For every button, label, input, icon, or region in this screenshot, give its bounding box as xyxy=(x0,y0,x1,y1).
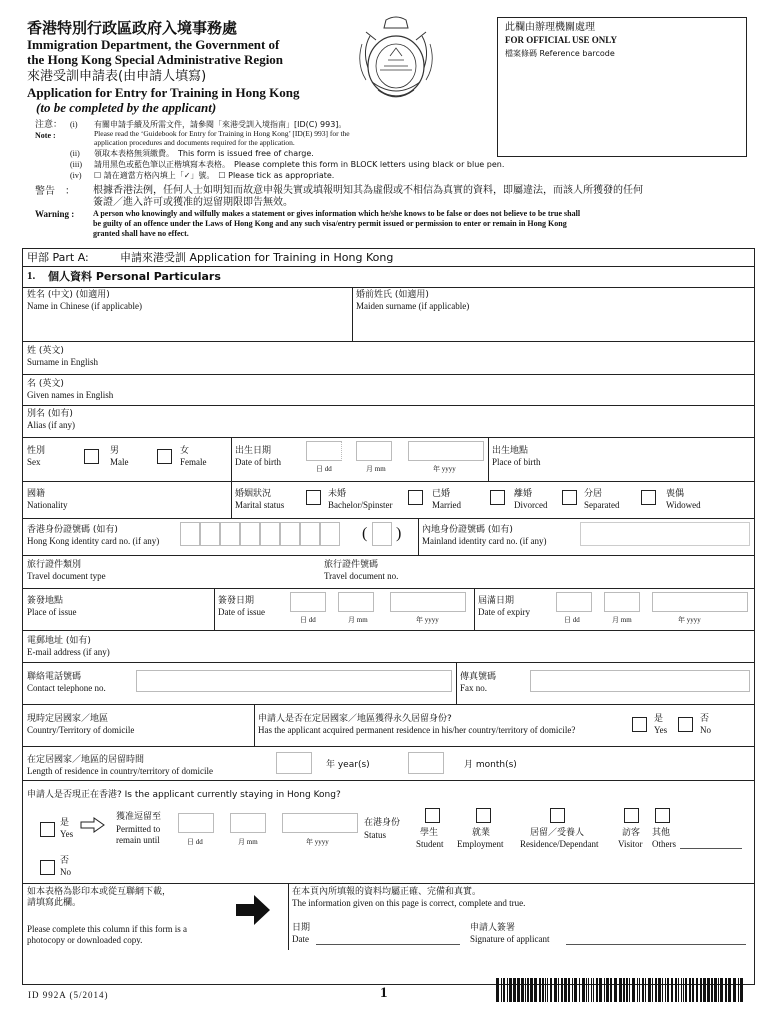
male-label-en: Male xyxy=(110,457,129,467)
doe-label-zh: 屆滿日期 xyxy=(478,596,515,606)
marital-married-checkbox[interactable] xyxy=(408,490,423,505)
len-label-en: Length of residence in country/territory of domicile xyxy=(27,766,213,776)
note-i-num: (i) xyxy=(70,120,78,129)
note-ii: 領取本表格無須繳費。 This form is issued free of charge. xyxy=(94,149,314,158)
status-others-checkbox[interactable] xyxy=(655,808,670,823)
note-iv: ☐ 請在適當方格內填上「✓」號。 ☐ Please tick as appropriate. xyxy=(94,171,335,180)
given-label-en: Given names in English xyxy=(27,390,114,400)
doi-yyyy-label: 年 yyyy xyxy=(416,616,439,624)
declaration-en: The information given on this page is correct, complete and true. xyxy=(292,898,526,908)
dob-year-box[interactable] xyxy=(408,441,484,461)
dom-label-en: Country/Territory of domicile xyxy=(27,725,135,735)
marital-label-en: Marital status xyxy=(235,500,285,510)
maiden-label-zh: 婚前姓氏 (如適用) xyxy=(356,290,429,300)
stay-yes-en: Yes xyxy=(60,829,74,839)
maiden-label-en: Maiden surname (if applicable) xyxy=(356,301,470,311)
status-residence-checkbox[interactable] xyxy=(550,808,565,823)
dob-month-box[interactable] xyxy=(356,441,392,461)
surname-label-en: Surname in English xyxy=(27,357,98,367)
section-1-title: 個人資料 Personal Particulars xyxy=(48,270,221,283)
separated-label-en: Separated xyxy=(584,500,620,510)
signature-label-zh: 申請人簽署 xyxy=(470,923,516,933)
signature-line[interactable] xyxy=(566,944,746,945)
name-chinese-field[interactable] xyxy=(26,312,350,340)
hksar-emblem xyxy=(356,14,436,110)
arrow-right-icon xyxy=(80,817,106,833)
perm-q-zh: 申請人是否在定居國家／地區獲得永久居留身份? xyxy=(258,714,452,724)
married-label-zh: 已婚 xyxy=(432,489,451,499)
stay-yes-checkbox[interactable] xyxy=(40,822,55,837)
others-zh: 其他 xyxy=(652,828,671,838)
widowed-label-en: Widowed xyxy=(666,500,701,510)
residence-years-box[interactable] xyxy=(276,752,312,774)
stay-no-checkbox[interactable] xyxy=(40,860,55,875)
male-label-zh: 男 xyxy=(110,446,120,456)
fax-label-en: Fax no. xyxy=(460,683,487,693)
dob-label-zh: 出生日期 xyxy=(235,446,272,456)
residence-zh: 居留／受養人 xyxy=(530,828,585,838)
doe-yyyy-label: 年 yyyy xyxy=(678,616,701,624)
mlid-label-zh: 內地身份證號碼 (如有) xyxy=(422,525,513,535)
note-i-en-2: application procedures and documents required for the application. xyxy=(94,138,295,147)
given-label-zh: 名 (英文) xyxy=(27,379,64,389)
dom-label-zh: 現時定居國家／地區 xyxy=(27,714,109,724)
dept-title-zh: 香港特別行政區政府入境事務處 xyxy=(27,19,238,37)
part-a-title: 申請來港受訓 Application for Training in Hong Kong xyxy=(120,251,394,264)
employment-zh: 就業 xyxy=(472,828,491,838)
note-i-en-1: Please read the ‘Guidebook for Entry for Training in Hong Kong’ [ID(E) 993] for the xyxy=(94,129,350,138)
status-employment-checkbox[interactable] xyxy=(476,808,491,823)
divorced-label-zh: 離婚 xyxy=(514,489,533,499)
doe-day-box[interactable] xyxy=(556,592,592,612)
signature-label-en: Signature of applicant xyxy=(470,934,550,944)
part-a-title-label: 甲部 Part A: xyxy=(27,251,89,264)
alias-label-en: Alias (if any) xyxy=(27,420,75,430)
nationality-field[interactable] xyxy=(90,486,228,516)
travel-doc-type-field[interactable] xyxy=(120,558,316,586)
permit-zh: 獲准逗留至 xyxy=(116,812,162,822)
fax-boxes[interactable] xyxy=(530,670,750,692)
permit-yyyy-label: 年 yyyy xyxy=(306,838,329,846)
single-label-zh: 未婚 xyxy=(328,489,347,499)
tdtype-label-en: Travel document type xyxy=(27,571,106,581)
doi-year-box[interactable] xyxy=(390,592,466,612)
female-label-en: Female xyxy=(180,457,207,467)
place-of-birth-field[interactable] xyxy=(555,441,751,477)
stay-question: 申請人是否現正在香港? Is the applicant currently staying in Hong Kong? xyxy=(27,790,341,800)
pob-label-zh: 出生地點 xyxy=(492,446,529,456)
sex-female-checkbox[interactable] xyxy=(157,449,172,464)
note-iii: 請用黑色或藍色筆以正楷填寫本表格。 Please complete this form in BLOCK letters using black or blue pen. xyxy=(94,160,505,169)
dob-day-box[interactable] xyxy=(306,441,342,461)
status-zh: 在港身份 xyxy=(364,818,401,828)
doe-mm-label: 月 mm xyxy=(612,616,632,624)
sex-male-checkbox[interactable] xyxy=(84,449,99,464)
stay-yes-zh: 是 xyxy=(60,818,70,828)
permit-dd-label: 日 dd xyxy=(187,838,203,846)
name-zh-label-zh: 姓名 (中文) (如適用) xyxy=(27,290,110,300)
maiden-surname-field[interactable] xyxy=(356,312,752,340)
doi-label-zh: 簽發日期 xyxy=(218,596,255,606)
marital-label-zh: 婚姻狀況 xyxy=(235,489,272,499)
marital-widowed-checkbox[interactable] xyxy=(641,490,656,505)
poi-label-en: Place of issue xyxy=(27,607,77,617)
copy-note-zh-2: 請填寫此欄。 xyxy=(27,898,82,908)
tel-label-en: Contact telephone no. xyxy=(27,683,106,693)
marital-separated-checkbox[interactable] xyxy=(562,490,577,505)
doi-dd-label: 日 dd xyxy=(300,616,316,624)
copy-note-en-1: Please complete this column if this form is a xyxy=(27,924,187,934)
warning-en-3: granted shall have no effect. xyxy=(93,229,189,238)
name-zh-label-en: Name in Chinese (if applicable) xyxy=(27,301,142,311)
marital-divorced-checkbox[interactable] xyxy=(490,490,505,505)
employment-en: Employment xyxy=(457,839,504,849)
page-number: 1 xyxy=(380,985,388,1001)
given-names-field[interactable] xyxy=(120,377,750,405)
section-1-number: 1. xyxy=(27,270,36,282)
permit-day-box[interactable] xyxy=(178,813,214,833)
warning-en-2: be guilty of an offence under the Laws of Hong Kong and any such visa/entry permit issued or permission to enter or remain in Hong Kong xyxy=(93,219,567,228)
official-use-en: FOR OFFICIAL USE ONLY xyxy=(505,35,617,45)
years-label: 年 year(s) xyxy=(326,760,370,770)
doi-month-box[interactable] xyxy=(338,592,374,612)
declaration-zh: 在本頁內所填報的資料均屬正確、完備和真實。 xyxy=(292,887,482,897)
email-label-zh: 電郵地址 (如有) xyxy=(27,636,91,646)
divorced-label-en: Divorced xyxy=(514,500,548,510)
doi-mm-label: 月 mm xyxy=(348,616,368,624)
pob-label-en: Place of birth xyxy=(492,457,541,467)
place-of-issue-field[interactable] xyxy=(90,592,212,626)
visitor-en: Visitor xyxy=(618,839,643,849)
sex-label-en: Sex xyxy=(27,457,41,467)
warning-label-zh: 警告 ： xyxy=(35,186,75,197)
doi-label-en: Date of issue xyxy=(218,607,265,617)
tel-label-zh: 聯絡電話號碼 xyxy=(27,672,82,682)
len-label-zh: 在定居國家／地區的居留時間 xyxy=(27,755,145,765)
note-ii-num: (ii) xyxy=(70,149,80,158)
student-en: Student xyxy=(416,839,444,849)
residence-months-box[interactable] xyxy=(408,752,444,774)
note-iii-num: (iii) xyxy=(70,160,82,169)
months-label: 月 month(s) xyxy=(464,760,517,770)
married-label-en: Married xyxy=(432,500,461,510)
email-label-en: E-mail address (if any) xyxy=(27,647,110,657)
tdno-label-en: Travel document no. xyxy=(324,571,399,581)
fax-label-zh: 傳真號碼 xyxy=(460,672,497,682)
form-title-zh: 來港受訓申請表(由申請人填寫) xyxy=(27,69,207,84)
doe-label-en: Date of expiry xyxy=(478,607,530,617)
permit-mm-label: 月 mm xyxy=(238,838,258,846)
separated-label-zh: 分居 xyxy=(584,489,603,499)
form-title-en: Application for Entry for Training in Hong Kong xyxy=(27,85,300,100)
status-student-checkbox[interactable] xyxy=(425,808,440,823)
tdno-label-zh: 旅行證件號碼 xyxy=(324,560,379,570)
others-specify-line[interactable] xyxy=(680,848,742,849)
doe-month-box[interactable] xyxy=(604,592,640,612)
note-iv-num: (iv) xyxy=(70,171,82,180)
stay-no-en: No xyxy=(60,867,71,877)
stay-no-zh: 否 xyxy=(60,856,70,866)
warning-zh-2: 簽證／進入許可或獲准的逗留期限即告無效。 xyxy=(93,197,293,208)
perm-no-en: No xyxy=(700,725,711,735)
telephone-boxes[interactable] xyxy=(136,670,452,692)
dob-yyyy-label: 年 yyyy xyxy=(433,465,456,473)
tdtype-label-zh: 旅行證件類別 xyxy=(27,560,82,570)
status-visitor-checkbox[interactable] xyxy=(624,808,639,823)
date-label-zh: 日期 xyxy=(292,923,311,933)
official-use-zh: 此欄由辦理機關處理 xyxy=(505,22,595,33)
perm-yes-en: Yes xyxy=(654,725,668,735)
warning-zh-1: 根據香港法例，任何人士如明知而故意申報失實或填報明知其為虛假或不相信為真實的資料，即屬違法，而該人所獲發的任何 xyxy=(93,185,643,196)
warning-en-1: A person who knowingly and wilfully makes a statement or gives information which he/she knows to be false or does not believe to be true shall xyxy=(93,209,581,218)
arrow-right-icon-bold xyxy=(236,895,270,925)
hkid-label-zh: 香港身份證號碼 (如有) xyxy=(27,525,118,535)
dob-mm-label: 月 mm xyxy=(366,465,386,473)
form-code: ID 992A (5/2014) xyxy=(28,990,109,1000)
sex-label-zh: 性別 xyxy=(27,446,46,456)
perm-no-checkbox[interactable] xyxy=(678,717,693,732)
copy-note-en-2: photocopy or downloaded copy. xyxy=(27,935,143,945)
alias-label-zh: 別名 (如有) xyxy=(27,409,73,419)
perm-yes-checkbox[interactable] xyxy=(632,717,647,732)
date-label-en: Date xyxy=(292,934,309,944)
permit-year-box[interactable] xyxy=(282,813,358,833)
doe-year-box[interactable] xyxy=(652,592,748,612)
note-label-zh: 注意： xyxy=(35,120,63,130)
doi-day-box[interactable] xyxy=(290,592,326,612)
perm-q-en: Has the applicant acquired permanent residence in his/her country/territory of domicile? xyxy=(258,725,576,735)
dept-title-en-2: the Hong Kong Special Administrative Region xyxy=(27,52,284,67)
single-label-en: Bachelor/Spinster xyxy=(328,500,393,510)
permit-en-1: Permitted to xyxy=(116,824,161,834)
note-label-en: Note : xyxy=(35,131,56,140)
reference-barcode-label: 檔案條碼 Reference barcode xyxy=(505,49,615,58)
email-field[interactable] xyxy=(130,634,750,660)
student-zh: 學生 xyxy=(420,828,439,838)
marital-single-checkbox[interactable] xyxy=(306,490,321,505)
dept-title-en-1: Immigration Department, the Government of xyxy=(27,37,280,52)
date-line[interactable] xyxy=(316,944,460,945)
copy-note-zh-1: 如本表格為影印本或從互聯網下載， xyxy=(27,887,172,897)
nat-label-en: Nationality xyxy=(27,500,68,510)
mlid-label-en: Mainland identity card no. (if any) xyxy=(422,536,547,546)
hkid-label-en: Hong Kong identity card no. (if any) xyxy=(27,536,160,546)
residence-en: Residence/Dependant xyxy=(520,839,599,849)
surname-label-zh: 姓 (英文) xyxy=(27,346,64,356)
dob-dd-label: 日 dd xyxy=(316,465,332,473)
widowed-label-zh: 喪偶 xyxy=(666,489,685,499)
visitor-zh: 訪客 xyxy=(622,828,641,838)
nat-label-zh: 國籍 xyxy=(27,489,46,499)
perm-yes-zh: 是 xyxy=(654,714,664,724)
permit-month-box[interactable] xyxy=(230,813,266,833)
domicile-field[interactable] xyxy=(26,736,252,744)
form-subtitle-en: (to be completed by the applicant) xyxy=(36,100,217,115)
alias-field[interactable] xyxy=(90,408,750,436)
permit-en-2: remain until xyxy=(116,835,160,845)
others-en: Others xyxy=(652,839,676,849)
poi-label-zh: 簽發地點 xyxy=(27,596,64,606)
dob-label-en: Date of birth xyxy=(235,457,281,467)
doe-dd-label: 日 dd xyxy=(564,616,580,624)
surname-field[interactable] xyxy=(110,344,750,372)
warning-label-en: Warning : xyxy=(35,209,75,219)
status-en: Status xyxy=(364,830,387,840)
note-i-zh: 有關申請手續及所需文件，請參閱「來港受訓入境指南」[ID(C) 993]。 xyxy=(94,120,347,129)
travel-doc-no-field[interactable] xyxy=(420,558,750,586)
barcode xyxy=(496,978,746,1002)
female-label-zh: 女 xyxy=(180,446,190,456)
perm-no-zh: 否 xyxy=(700,714,710,724)
